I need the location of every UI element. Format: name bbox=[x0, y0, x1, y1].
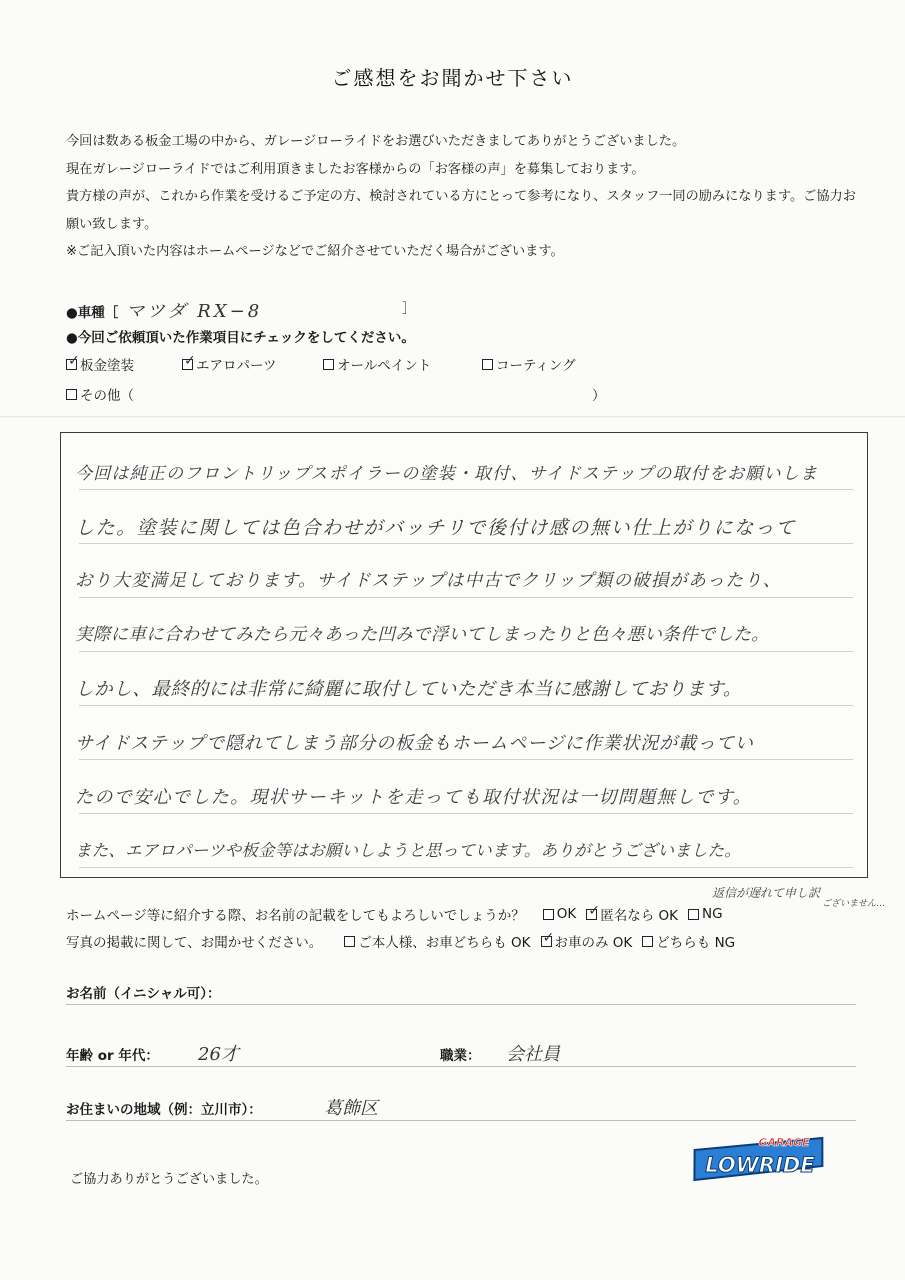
work-item-allpaint[interactable] bbox=[323, 354, 431, 374]
car-model-close: ］ bbox=[402, 301, 416, 317]
option-label: NG bbox=[702, 906, 723, 922]
paper-fold-line bbox=[0, 416, 905, 418]
age-label: 年齢 or 年代： bbox=[66, 1048, 159, 1064]
checkbox[interactable] bbox=[688, 909, 699, 920]
work-item-other[interactable] bbox=[66, 384, 134, 404]
garage-lowride-logo bbox=[688, 1126, 832, 1186]
area-value: 葛飾区 bbox=[324, 1098, 378, 1119]
underline bbox=[66, 1066, 856, 1067]
reply-note-2: ございません… bbox=[822, 899, 886, 909]
name-field[interactable] bbox=[66, 982, 220, 1002]
photo-permission-question: 写真の掲載に関して、お聞かせください。 bbox=[66, 935, 323, 951]
checkbox[interactable] bbox=[182, 352, 196, 370]
photo-permission-row bbox=[66, 931, 735, 951]
job-label: 職業： bbox=[440, 1048, 481, 1064]
name-option-anonymous[interactable] bbox=[586, 904, 678, 924]
name-option-ng[interactable] bbox=[688, 906, 723, 922]
intro-text bbox=[66, 128, 856, 266]
work-item-label: 板金塗装 bbox=[80, 358, 134, 374]
checkbox[interactable] bbox=[642, 936, 653, 947]
area-field[interactable] bbox=[66, 1098, 378, 1119]
ruled-line bbox=[79, 597, 853, 598]
underline bbox=[66, 1004, 856, 1005]
photo-option-ng[interactable] bbox=[642, 931, 735, 951]
check-mark: ✓ bbox=[588, 902, 600, 919]
car-model-field bbox=[66, 297, 416, 323]
check-mark: ✓ bbox=[184, 352, 196, 369]
other-close: ） bbox=[592, 388, 606, 404]
check-mark: ✓ bbox=[68, 352, 80, 369]
comment-line: しかし、最終的には非常に綺麗に取付していただき本当に感謝しております。 bbox=[75, 679, 743, 700]
intro-line: 現在ガレージローライドではご利用頂きましたお客様からの「お客様の声」を募集しております。 bbox=[66, 161, 645, 177]
option-label: OK bbox=[556, 906, 577, 922]
area-label: お住まいの地域（例：立川市）： bbox=[66, 1102, 262, 1118]
comment-line: また、エアロパーツや板金等はお願いしようと思っています。ありがとうございました。 bbox=[75, 841, 742, 860]
comment-line: たので安心でした。現状サーキットを走っても取付状況は一切問題無しです。 bbox=[75, 787, 753, 808]
option-label: お車のみ OK bbox=[554, 935, 633, 951]
ruled-line bbox=[79, 759, 853, 760]
intro-line: ※ご記入頂いた内容はホームページなどでご紹介させていただく場合がございます。 bbox=[66, 244, 564, 259]
checkbox[interactable] bbox=[323, 359, 334, 370]
checkbox[interactable] bbox=[66, 352, 80, 370]
work-item-label: オールペイント bbox=[337, 358, 432, 374]
work-question: ●今回ご依頼頂いた作業項目にチェックをしてください。 bbox=[66, 330, 415, 346]
checkbox[interactable] bbox=[344, 936, 355, 947]
logo-top-text: GARAGE bbox=[758, 1136, 810, 1149]
comment-line: 実際に車に合わせてみたら元々あった凹みで浮いてしまったりと色々悪い条件でした。 bbox=[75, 625, 770, 645]
comment-line: した。塗装に関しては色合わせがバッチリで後付け感の無い仕上がりになって bbox=[75, 517, 797, 539]
work-item-label: エアロパーツ bbox=[196, 358, 277, 374]
checkbox[interactable] bbox=[541, 929, 555, 947]
checkbox[interactable] bbox=[482, 359, 493, 370]
reply-note: 返信が遅れて申し訳 bbox=[712, 886, 821, 900]
photo-option-both[interactable] bbox=[344, 931, 530, 951]
thanks-text: ご協力ありがとうございました。 bbox=[70, 1172, 268, 1187]
photo-option-car-only[interactable] bbox=[541, 931, 633, 951]
name-label: お名前（イニシャル可）： bbox=[66, 986, 221, 1002]
name-permission-question: ホームページ等に紹介する際、お名前の記載をしてもよろしいでしょうか？ bbox=[66, 908, 525, 924]
comment-line: 今回は純正のフロントリップスポイラーの塗装・取付、サイドステップの取付をお願いしま bbox=[75, 464, 819, 484]
ruled-line bbox=[79, 543, 853, 544]
name-permission-row bbox=[66, 904, 723, 924]
checkbox[interactable] bbox=[586, 902, 600, 920]
comment-line: おり大変満足しております。サイドステップは中古でクリップ類の破損があったり、 bbox=[75, 571, 782, 591]
option-label: ご本人様、お車どちらも OK bbox=[358, 935, 531, 951]
job-value: 会社員 bbox=[506, 1044, 560, 1065]
comment-line: サイドステップで隠れてしまう部分の板金もホームページに作業状況が載ってい bbox=[75, 733, 754, 754]
logo-main-text: LOWRIDE bbox=[705, 1153, 815, 1177]
other-label: その他（ bbox=[80, 388, 134, 404]
ruled-line bbox=[79, 813, 853, 814]
ruled-line bbox=[79, 867, 853, 868]
form-title: ご感想をお聞かせ下さい bbox=[331, 66, 574, 90]
job-field[interactable] bbox=[440, 1044, 560, 1065]
option-label: どちらも NG bbox=[656, 935, 736, 951]
intro-line: 貴方様の声が、これから作業を受けるご予定の方、検討されている方にとって参考になり、スタッフ一同の励みになります。ご協力お願い致します。 bbox=[66, 189, 856, 232]
checkbox[interactable] bbox=[66, 389, 77, 400]
work-item-coating[interactable] bbox=[482, 354, 576, 374]
age-field[interactable] bbox=[66, 1044, 239, 1065]
ruled-line bbox=[79, 489, 853, 490]
check-mark: ✓ bbox=[542, 929, 555, 946]
comment-box[interactable] bbox=[60, 432, 868, 878]
ruled-line bbox=[79, 705, 853, 706]
car-model-value[interactable]: マツダ RX−8 bbox=[126, 301, 263, 322]
intro-line: 今回は数ある板金工場の中から、ガレージローライドをお選びいただきましてありがとうございました。 bbox=[66, 134, 686, 149]
work-item-aero[interactable] bbox=[182, 354, 276, 374]
work-item-bankin[interactable] bbox=[66, 354, 134, 374]
checkbox[interactable] bbox=[543, 909, 554, 920]
underline bbox=[66, 1120, 856, 1121]
ruled-line bbox=[79, 651, 853, 652]
name-option-ok[interactable] bbox=[543, 906, 576, 922]
work-item-label: コーティング bbox=[496, 358, 576, 374]
car-model-label: ●車種［ bbox=[66, 305, 119, 321]
age-value: 26才 bbox=[198, 1044, 239, 1065]
option-label: 匿名なら OK bbox=[600, 908, 678, 924]
